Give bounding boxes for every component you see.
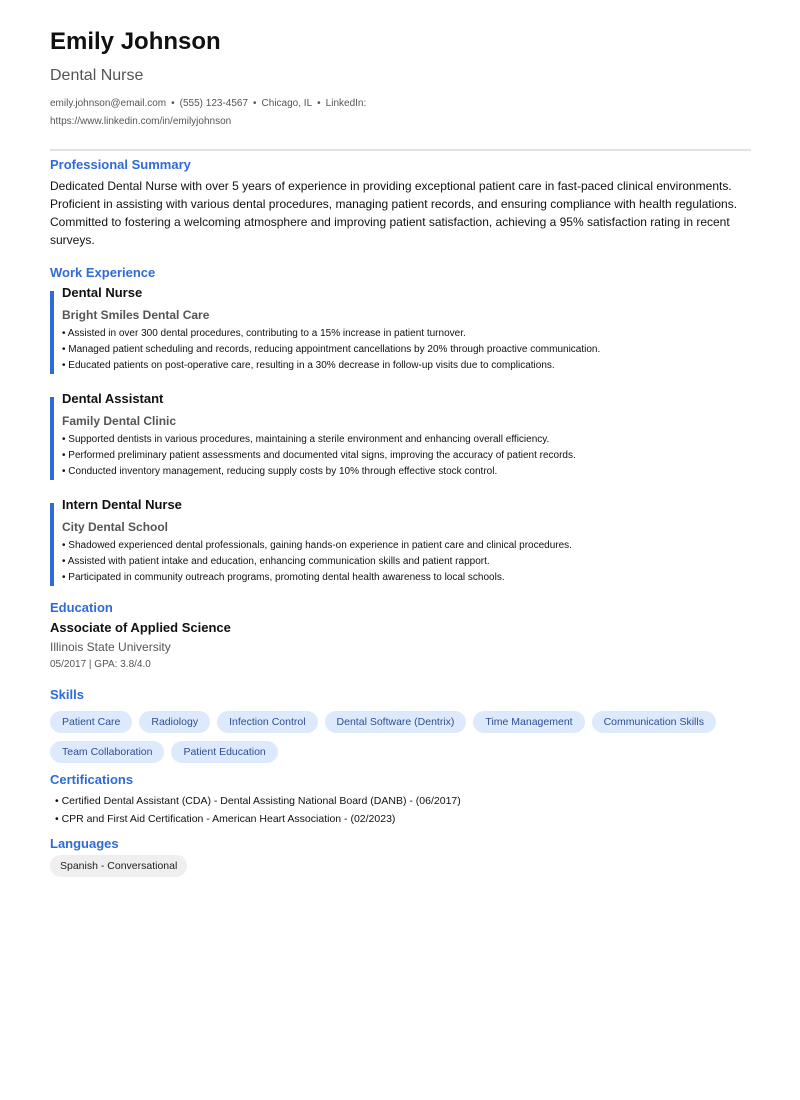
job-bullets — [62, 538, 751, 586]
education-meta: 05/2017 | GPA: 3.8/4.0 — [50, 659, 151, 670]
job-bullet: • Assisted with patient intake and education, enhancing communication skills and patient rapport. — [62, 556, 490, 567]
job-company: City Dental School — [62, 520, 169, 534]
job-bullet: • Assisted in over 300 dental procedures, contributing to a 15% increase in patient turnover. — [62, 328, 466, 339]
skill-chip: Time Management — [473, 711, 584, 733]
job-entry — [50, 391, 751, 480]
skill-chip: Patient Care — [50, 711, 132, 733]
job-company: Bright Smiles Dental Care — [62, 308, 210, 322]
certifications-list — [50, 792, 751, 828]
job-bullets — [62, 326, 751, 374]
work-heading: Work Experience — [50, 265, 156, 280]
job-bullet: • Performed preliminary patient assessments and documented vital signs, improving the accuracy of patient records. — [62, 450, 576, 461]
languages-heading: Languages — [50, 836, 119, 851]
job-title: Intern Dental Nurse — [62, 497, 182, 512]
summary-heading: Professional Summary — [50, 157, 191, 172]
skills-list — [50, 711, 750, 763]
contact-linkedin-url[interactable]: https://www.linkedin.com/in/emilyjohnson — [50, 116, 232, 127]
header-divider — [50, 149, 751, 151]
language-chip: Spanish - Conversational — [50, 855, 187, 877]
skill-chip: Radiology — [139, 711, 210, 733]
job-title: Dental Nurse — [62, 285, 143, 300]
contact-location: Chicago, IL — [261, 98, 313, 109]
job-bullet: • Shadowed experienced dental professionals, gaining hands-on experience in patient care and clinical procedures. — [62, 540, 572, 551]
contact-separator: • — [171, 98, 175, 109]
job-bullet: • Educated patients on post-operative care, resulting in a 30% decrease in follow-up visits due to complications. — [62, 360, 555, 371]
contact-separator: • — [253, 98, 257, 109]
skill-chip: Team Collaboration — [50, 741, 164, 763]
job-bullet: • Supported dentists in various procedures, maintaining a sterile environment and enhancing overall efficiency. — [62, 434, 550, 445]
job-list — [50, 285, 751, 586]
job-entry — [50, 497, 751, 586]
candidate-title: Dental Nurse — [50, 67, 144, 84]
job-bullet: • Conducted inventory management, reducing supply costs by 10% through effective stock control. — [62, 466, 498, 477]
skill-chip: Patient Education — [171, 741, 277, 763]
job-title: Dental Assistant — [62, 391, 164, 406]
job-entry — [50, 285, 751, 374]
skill-chip: Dental Software (Dentrix) — [325, 711, 467, 733]
certifications-heading: Certifications — [50, 772, 134, 787]
contact-linkedin-label: LinkedIn: — [325, 98, 367, 109]
job-bullets — [62, 432, 751, 480]
certification-item: • CPR and First Aid Certification - American Heart Association - (02/2023) — [55, 813, 396, 825]
job-bullet: • Participated in community outreach programs, promoting dental health awareness to local schools. — [62, 572, 505, 583]
contact-email[interactable]: emily.johnson@email.com — [50, 98, 167, 109]
skills-heading: Skills — [50, 687, 84, 702]
education-school: Illinois State University — [50, 640, 171, 654]
job-bullet: • Managed patient scheduling and records, reducing appointment cancellations by 20% through proactive communication. — [62, 344, 601, 355]
languages-list — [50, 855, 751, 877]
contact-line — [50, 95, 410, 131]
certification-item: • Certified Dental Assistant (CDA) - Dental Assisting National Board (DANB) - (06/2017) — [55, 795, 461, 807]
summary-text: Dedicated Dental Nurse with over 5 years of experience in providing exceptional patient care in fast-paced clinical environments. Proficient in assisting with various dental procedures, managing patient records, and ensuring compliance with health regulations. Committed to fostering a welcoming atmosphere and improving patient satisfaction, achieving a 95% satisfaction rating in recent surveys. — [50, 179, 738, 247]
contact-phone[interactable]: (555) 123-4567 — [179, 98, 249, 109]
skill-chip: Communication Skills — [592, 711, 716, 733]
education-degree: Associate of Applied Science — [50, 620, 231, 635]
job-company: Family Dental Clinic — [62, 414, 177, 428]
skill-chip: Infection Control — [217, 711, 317, 733]
education-heading: Education — [50, 600, 113, 615]
contact-separator: • — [317, 98, 321, 109]
candidate-name: Emily Johnson — [50, 28, 221, 55]
